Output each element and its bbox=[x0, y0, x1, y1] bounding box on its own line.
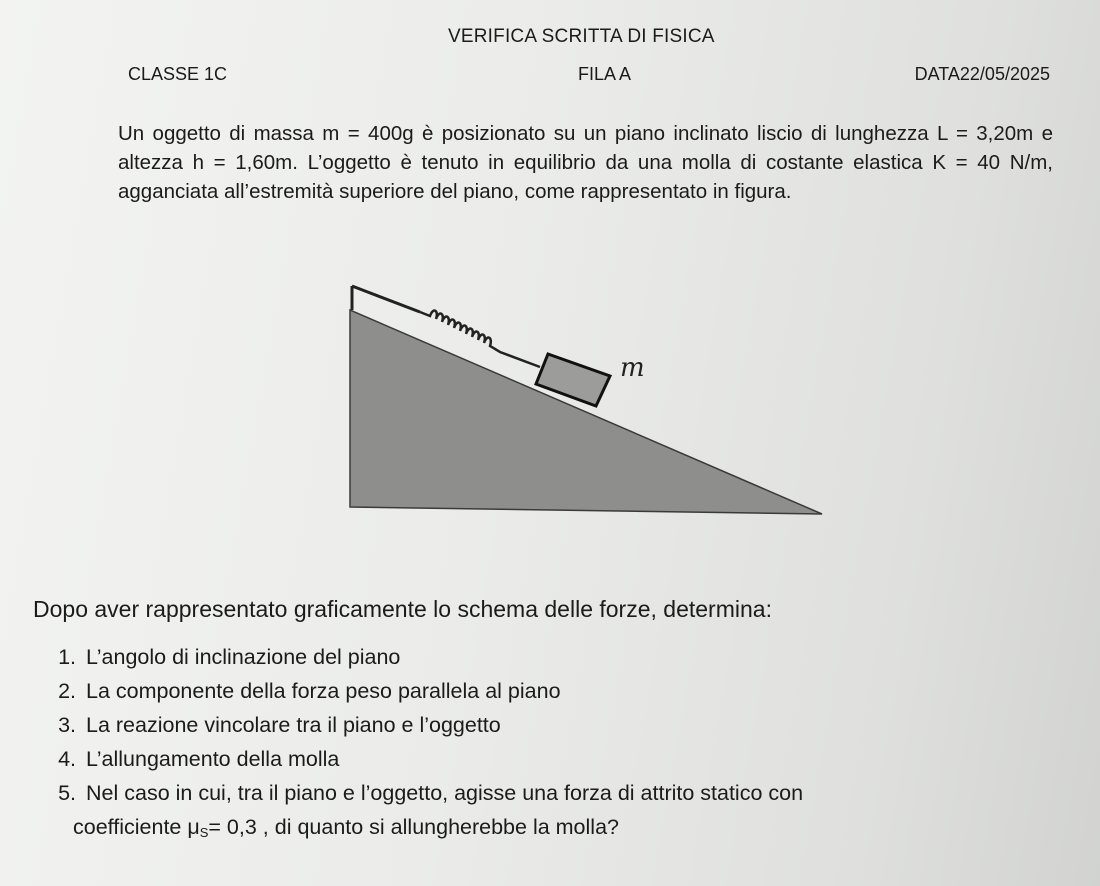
inclined-plane bbox=[350, 310, 822, 514]
incline-diagram bbox=[330, 272, 830, 522]
class-label: CLASSE 1C bbox=[128, 64, 228, 84]
question-4 bbox=[40, 742, 803, 776]
mass-label: m bbox=[620, 353, 645, 383]
question-text: L’allungamento della molla bbox=[86, 747, 340, 771]
question-text: L’angolo di inclinazione del piano bbox=[86, 645, 401, 669]
date-label: DATA22/05/2025 bbox=[914, 64, 1050, 84]
question-5 bbox=[40, 776, 803, 810]
incline-figure bbox=[330, 272, 830, 522]
exam-title: VERIFICA SCRITTA DI FISICA bbox=[448, 26, 715, 47]
question-text-cont-end: = 0,3 , di quanto si allungherebbe la molla? bbox=[208, 815, 619, 839]
wall-mount bbox=[352, 286, 420, 312]
question-2 bbox=[40, 674, 803, 708]
question-number: 5. bbox=[58, 781, 76, 805]
question-number: 1. bbox=[58, 645, 76, 669]
question-text: La reazione vincolare tra il piano e l’oggetto bbox=[86, 713, 501, 737]
question-text: Nel caso in cui, tra il piano e l’oggetto, agisse una forza di attrito statico con bbox=[86, 781, 804, 805]
question-number: 4. bbox=[58, 747, 76, 771]
mu-subscript: S bbox=[199, 825, 209, 840]
fila-label: FILA A bbox=[578, 64, 632, 84]
question-text: La componente della forza peso parallela al piano bbox=[86, 679, 561, 703]
problem-statement: Un oggetto di massa m = 400g è posizionato su un piano inclinato liscio di lunghezza L = 3,20m e altezza h = 1,60m. L’oggetto è tenuto in equilibrio da una molla di costante elastica K = 40 N/m, agganciata all’estremità superiore del piano, come rappresentato in figura. bbox=[118, 121, 1053, 203]
questions-list bbox=[40, 640, 803, 850]
question-number: 3. bbox=[58, 713, 76, 737]
question-text-cont: coefficiente μ bbox=[73, 815, 200, 839]
question-5-continuation bbox=[40, 810, 803, 850]
question-3 bbox=[40, 708, 803, 742]
question-number: 2. bbox=[58, 679, 76, 703]
instructions-prompt: Dopo aver rappresentato graficamente lo schema delle forze, determina: bbox=[33, 596, 772, 622]
question-1 bbox=[40, 640, 803, 674]
